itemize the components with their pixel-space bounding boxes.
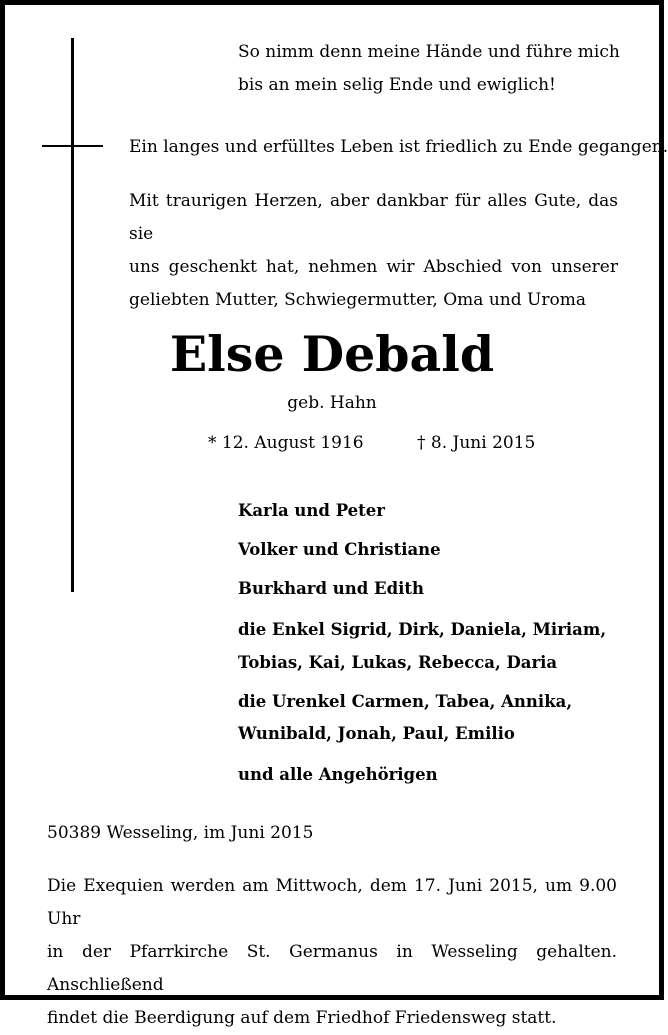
cross-horizontal-bar (42, 145, 103, 147)
mourner-line: Wunibald, Jonah, Paul, Emilio (238, 724, 515, 743)
intro-text: Ein langes und erfülltes Leben ist friedlich zu Ende gegangen. (129, 137, 668, 157)
farewell-paragraph (129, 185, 618, 317)
farewell-line: Mit traurigen Herzen, aber dankbar für alles Gute, das sie (129, 191, 618, 244)
verse-line: bis an mein selig Ende und ewiglich! (238, 75, 556, 95)
notice-line: findet die Beerdigung auf dem Friedhof Friedensweg statt. (47, 1008, 557, 1028)
mourner-line: und alle Angehörigen (238, 765, 438, 784)
bible-verse (238, 36, 620, 102)
cross-vertical-bar (71, 38, 74, 592)
mourner-line: Burkhard und Edith (238, 579, 425, 598)
birth-date: * 12. August 1916 (208, 433, 364, 453)
mourner-line: Karla und Peter (238, 501, 385, 520)
death-date: † 8. Juni 2015 (417, 433, 536, 453)
farewell-line: uns geschenkt hat, nehmen wir Abschied von unserer (129, 257, 618, 277)
mourner-line: Volker und Christiane (238, 540, 441, 559)
maiden-name: geb. Hahn (287, 393, 377, 413)
mourner-line: die Enkel Sigrid, Dirk, Daniela, Miriam, (238, 620, 607, 639)
deceased-name: Else Debald (169, 325, 495, 383)
place-and-date: 50389 Wesseling, im Juni 2015 (47, 823, 314, 843)
mourner-line: die Urenkel Carmen, Tabea, Annika, (238, 692, 573, 711)
notice-line: in der Pfarrkirche St. Germanus in Wesseling gehalten. Anschließend (47, 942, 617, 995)
notice-line: Die Exequien werden am Mittwoch, dem 17. Juni 2015, um 9.00 Uhr (47, 876, 617, 929)
verse-line: So nimm denn meine Hände und führe mich (238, 42, 620, 62)
farewell-line: geliebten Mutter, Schwiegermutter, Oma und Uroma (129, 290, 586, 310)
mourner-line: Tobias, Kai, Lukas, Rebecca, Daria (238, 653, 558, 672)
service-notice (47, 870, 617, 1035)
